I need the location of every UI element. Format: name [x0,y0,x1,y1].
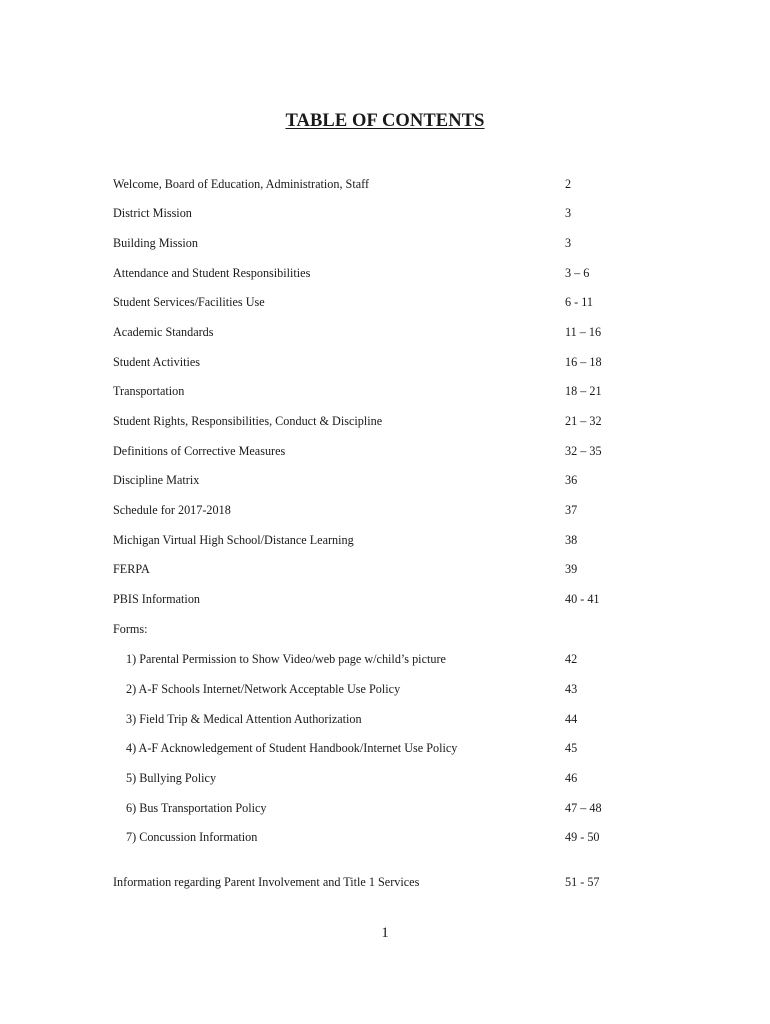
toc-entry [113,591,613,607]
toc-entry-page: 18 – 21 [565,384,602,398]
toc-entry [113,265,613,281]
toc-form-entry [113,651,613,667]
toc-form-entry [113,829,613,845]
toc-entry [113,874,613,890]
toc-entry [113,413,613,429]
toc-entry-label: Academic Standards [113,325,214,339]
toc-entry-label: Definitions of Corrective Measures [113,444,286,458]
toc-entry [113,532,613,548]
toc-entry [113,472,613,488]
toc-entry-label: Michigan Virtual High School/Distance Learning [113,533,354,547]
toc-form-page: 49 - 50 [565,830,600,844]
toc-form-entry [113,711,613,727]
page-title: TABLE OF CONTENTS [285,111,485,131]
toc-entry-label: PBIS Information [113,592,201,606]
toc-entry-page: 40 - 41 [565,592,600,606]
toc-entry-label: Student Services/Facilities Use [113,295,265,309]
toc-entry-page: 36 [565,473,578,487]
toc-form-page: 43 [565,682,578,696]
toc-entry-page: 3 – 6 [565,266,590,280]
toc-entry-page: 37 [565,503,578,517]
page-number: 1 [381,925,389,941]
toc-entry [113,502,613,518]
toc-form-page: 44 [565,712,578,726]
toc-entry-page: 11 – 16 [565,325,602,339]
toc-form-label: 1) Parental Permission to Show Video/web page w/child’s picture [126,652,446,666]
toc-entry [113,205,613,221]
toc-form-label: 7) Concussion Information [126,830,258,844]
toc-entry-label: Transportation [113,384,185,398]
toc-entry-label: FERPA [113,562,150,576]
toc-entry-page: 38 [565,533,578,547]
toc-form-label: 4) A-F Acknowledgement of Student Handbook/Internet Use Policy [126,741,458,755]
toc-form-label: 6) Bus Transportation Policy [126,801,267,815]
toc-entry-label: Attendance and Student Responsibilities [113,266,311,280]
toc-entry-page: 16 – 18 [565,355,602,369]
toc-entry-label: Information regarding Parent Involvement and Title 1 Services [113,875,420,889]
toc-entry [113,383,613,399]
toc-entry-page: 6 - 11 [565,295,593,309]
toc-entry [113,561,613,577]
toc-form-entry [113,800,613,816]
toc-form-page: 47 – 48 [565,801,602,815]
toc-entry-label: District Mission [113,206,192,220]
toc-entry-label: Student Activities [113,355,201,369]
toc-form-entry [113,681,613,697]
toc-entry [113,443,613,459]
toc-form-label: 2) A-F Schools Internet/Network Acceptable Use Policy [126,682,401,696]
toc-entry-page: 21 – 32 [565,414,602,428]
toc-entry-page: 3 [565,206,572,220]
toc-entry [113,324,613,340]
toc-form-entry [113,770,613,786]
toc-form-page: 46 [565,771,578,785]
toc-entry-page: 39 [565,562,578,576]
toc-entry-label: Building Mission [113,236,198,250]
toc-entry [113,294,613,310]
toc-entry-page: 51 - 57 [565,875,600,889]
toc-form-label: 3) Field Trip & Medical Attention Authorization [126,712,362,726]
toc-entry-label: Welcome, Board of Education, Administration, Staff [113,177,370,191]
toc-form-label: 5) Bullying Policy [126,771,217,785]
toc-entry [113,354,613,370]
toc-entry-label: Schedule for 2017-2018 [113,503,231,517]
toc-entry-page: 2 [565,177,572,191]
toc-entry-page: 3 [565,236,572,250]
toc-form-page: 45 [565,741,578,755]
toc-entry-label: Discipline Matrix [113,473,200,487]
toc-entry-page: 32 – 35 [565,444,602,458]
toc-form-entry [113,740,613,756]
toc-entry [113,235,613,251]
forms-heading-label: Forms: [113,622,148,636]
forms-heading [113,621,613,637]
toc-entry [113,176,613,192]
toc-entry-label: Student Rights, Responsibilities, Conduct & Discipline [113,414,383,428]
toc-form-page: 42 [565,652,578,666]
